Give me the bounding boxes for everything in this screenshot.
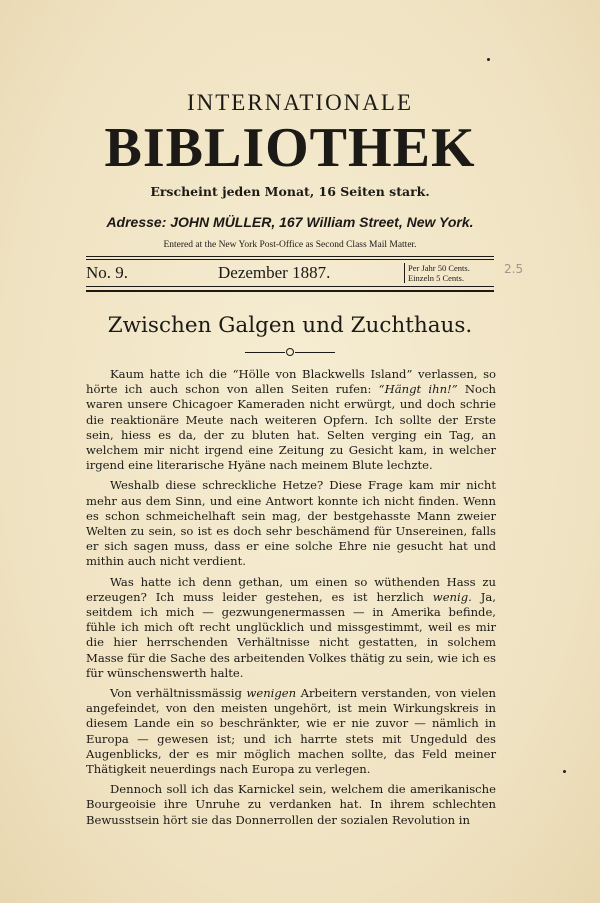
article-title: Zwischen Galgen und Zuchthaus. xyxy=(107,313,473,338)
postoffice-notice: Entered at the New York Post-Office as Second Class Mail Matter. xyxy=(163,240,417,250)
issue-date: Dezember 1887. xyxy=(218,263,331,282)
paragraph-3: Was hatte ich denn gethan, um einen so wüthenden Hass zu erzeugen? Ich muss leider gestehen, es ist herzlich wenig. Ja, seitdem ich mich — gezwungenermassen — in Amerika befinde, fühle ich mich oft recht unglücklich und missgestimmt, weil es mir die hier herrschenden Verhältnisse nicht gestatten, in solchem Masse für die Sache des arbeitenden Volkes thätig zu sein, wie ich es für wünschenswerth halte. xyxy=(86,574,496,680)
pencil-annotation: 2.5 xyxy=(504,262,524,276)
subscription-prices xyxy=(404,263,470,283)
paper-speck xyxy=(487,58,490,61)
paragraph-2: Weshalb diese schreckliche Hetze? Diese Frage kam mir nicht mehr aus dem Sinn, und eine Antwort konnte ich nicht finden. Wenn es schon schmeichelhaft sein mag, der bestgehasste Mann zweier Welten zu sein, so ist es doch sehr beschämend für Unsereinen, falls er sich sagen muss, dass er eine solche Ehre nie gesucht hat und mithin auch nicht verdient. xyxy=(86,478,496,569)
article-body xyxy=(86,367,496,833)
paragraph-4: Von verhältnissmässig wenigen Arbeitern verstanden, von vielen angefeindet, von den meisten ungehört, ist mein Wirkungskreis in diesem Lande ein so beschränkter, wie er nie zuvor — nämlich in Europa — gewesen ist; und ich harrte stets mit Ungeduld des Augenblicks, der es mir möglich machen sollte, das Feld meiner Thätigkeit neuerdings nach Europa zu verlegen. xyxy=(86,686,496,777)
masthead-subtitle: Erscheint jeden Monat, 16 Seiten stark. xyxy=(150,184,430,199)
title-ornament xyxy=(245,347,335,357)
paper-speck xyxy=(563,770,566,773)
paragraph-5: Dennoch soll ich das Karnickel sein, welchem die amerikanische Bourgeoisie ihre Unruhe zu verdanken hat. In ihrem schlechten Bewusstsein hört sie das Donnerrollen der sozialen Revolution in xyxy=(86,782,496,827)
issue-number: No. 9. xyxy=(86,263,129,282)
masthead-title: BIBLIOTHEK xyxy=(104,117,476,179)
header-rule-top-inner xyxy=(86,259,494,260)
price-single: Einzeln 5 Cents. xyxy=(408,273,464,283)
header-rule-bottom-thick xyxy=(86,290,494,292)
price-per-year: Per Jahr 50 Cents. xyxy=(408,263,470,273)
header-rule-bottom xyxy=(86,286,494,287)
header-rule-top xyxy=(86,256,494,257)
masthead-kicker: INTERNATIONALE xyxy=(186,90,413,115)
publisher-address: Adresse: JOHN MÜLLER, 167 William Street, New York. xyxy=(106,214,474,230)
paragraph-1: Kaum hatte ich die “Hölle von Blackwells Island” verlassen, so hörte ich auch schon von allen Seiten rufen: “Hängt ihn!” Noch waren unsere Chicagoer Kameraden nicht erwürgt, und doch schrie die reaktionäre Meute nach weiteren Opfern. Ich sollte der Erste sein, hiess es da, der zu bluten hat. Selten verging ein Tag, an welchem mir nicht irgend eine Zeitung zu Gesicht kam, in welcher irgend eine literarische Hyäne nach meinem Blute lechzte. xyxy=(86,367,497,473)
